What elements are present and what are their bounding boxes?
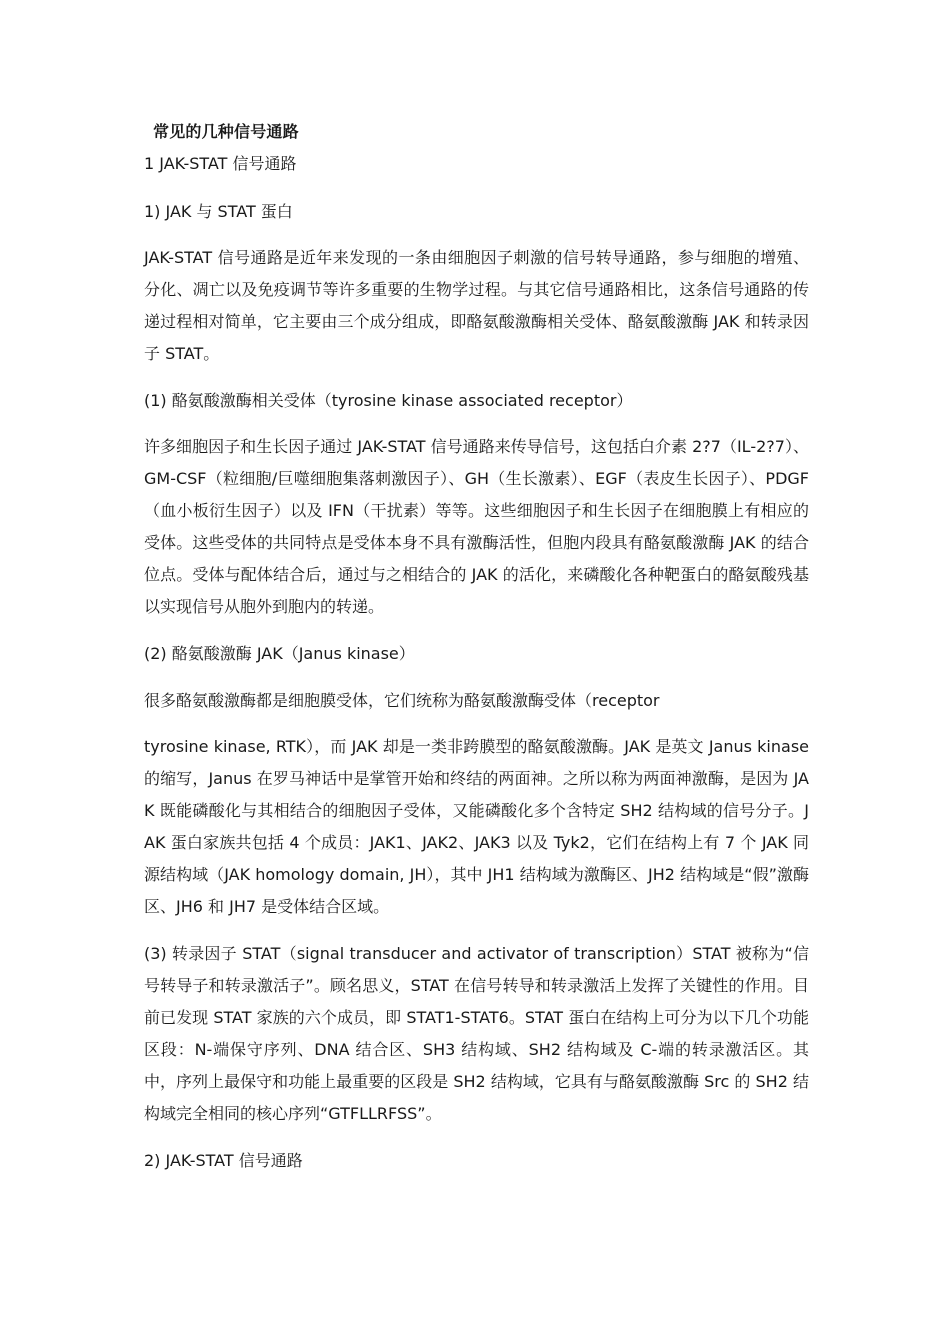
section-heading-jak-stat: 1 JAK-STAT 信号通路 bbox=[144, 154, 297, 173]
subsection-heading-jak-stat-pathway: 2) JAK-STAT 信号通路 bbox=[144, 1151, 303, 1170]
jak-paragraph: tyrosine kinase, RTK），而 JAK 却是一类非跨膜型的酪氨酸激酶。JAK 是英文 Janus kinase 的缩写，Janus 在罗马神话中是掌管开始和终结的两面神。之所以称为两面神激酶，是因为 JAK 既能磷酸化与其相结合的细胞因子受体，又能磷酸化多个含特定 SH2 结构域的信号分子。JAK 蛋白家族共包括 4 个成员：JAK1、JAK2、JAK3 以及 Tyk2，它们在结构上有 7 个 JAK 同源结构域（JAK homology domain, JH），其中 JH1 结构域为激酶区、JH2 结构域是“假”激酶区、JH6 和 JH7 是受体结合区域。 bbox=[144, 737, 809, 916]
jak-paragraph-first-line: 很多酪氨酸激酶都是细胞膜受体，它们统称为酪氨酸激酶受体（receptor bbox=[144, 691, 660, 710]
stat-paragraph: (3) 转录因子 STAT（signal transducer and activator of transcription）STAT 被称为“信号转导子和转录激活子”。顾名思义，STAT 在信号转导和转录激活上发挥了关键性的作用。目前已发现 STAT 家族的六个成员，即 STAT1-STAT6。STAT 蛋白在结构上可分为以下几个功能区段：N-端保守序列、DNA 结合区、SH3 结构域、SH2 结构域及 C-端的转录激活区。其中，序列上最保守和功能上最重要的区段是 SH2 结构域，它具有与酪氨酸激酶 Src 的 SH2 结构域完全相同的核心序列“GTFLLRFSS”。 bbox=[144, 944, 809, 1123]
receptor-paragraph: 许多细胞因子和生长因子通过 JAK-STAT 信号通路来传导信号，这包括白介素 2?7（IL-2?7）、GM-CSF（粒细胞/巨噬细胞集落刺激因子）、GH（生长激素）、EGF（表皮生长因子）、PDGF （血小板衍生因子）以及 IFN（干扰素）等等。这些细胞因子和生长因子在细胞膜上有相应的受体。这些受体的共同特点是受体本身不具有激酶活性，但胞内段具有酪氨酸激酶 JAK 的结合位点。受体与配体结合后，通过与之相结合的 JAK 的活化，来磷酸化各种靶蛋白的酪氨酸残基以实现信号从胞外到胞内的转递。 bbox=[144, 437, 809, 616]
subsection-heading-jak-stat-proteins: 1) JAK 与 STAT 蛋白 bbox=[144, 202, 293, 221]
document-title: 常见的几种信号通路 bbox=[153, 122, 299, 141]
heading-receptor: (1) 酪氨酸激酶相关受体（tyrosine kinase associated receptor） bbox=[144, 391, 633, 410]
heading-jak-kinase: (2) 酪氨酸激酶 JAK（Janus kinase） bbox=[144, 644, 415, 663]
intro-paragraph: JAK-STAT 信号通路是近年来发现的一条由细胞因子刺激的信号转导通路，参与细胞的增殖、分化、凋亡以及免疫调节等许多重要的生物学过程。与其它信号通路相比，这条信号通路的传递过程相对简单，它主要由三个成分组成，即酪氨酸激酶相关受体、酪氨酸激酶 JAK 和转录因子 STAT。 bbox=[144, 248, 809, 363]
